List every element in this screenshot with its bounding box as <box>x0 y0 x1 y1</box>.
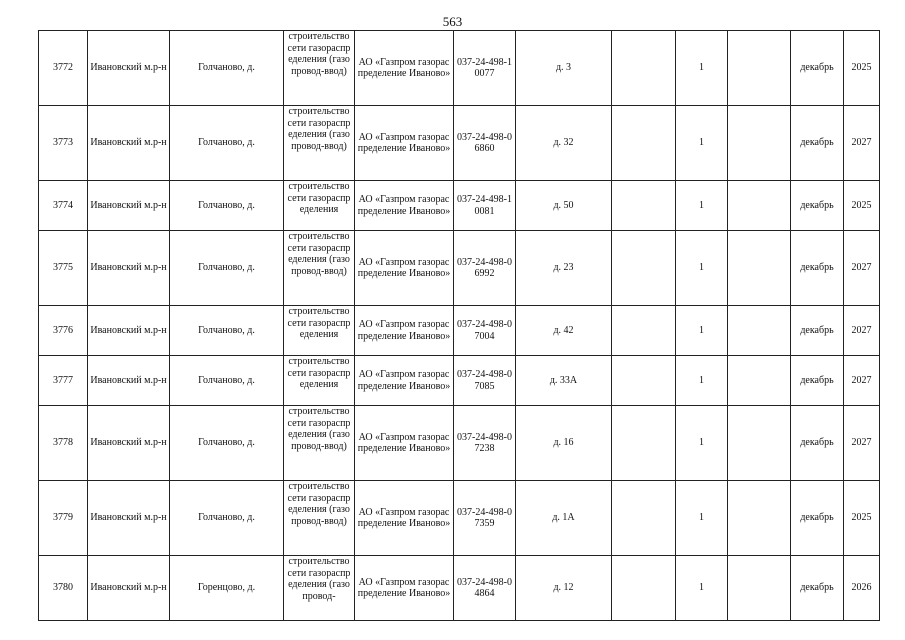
month-cell: декабрь <box>791 556 844 621</box>
year-cell: 2027 <box>844 231 880 306</box>
district-cell: Ивановский м.р-н <box>88 231 170 306</box>
year-cell: 2027 <box>844 306 880 356</box>
settlement-cell: Голчаново, д. <box>170 406 284 481</box>
extra-cell <box>612 306 676 356</box>
work-type-cell <box>284 306 355 356</box>
work-type-text: строительство сети газораспределения (газопровод-ввод) <box>287 481 351 527</box>
year-cell: 2027 <box>844 406 880 481</box>
settlement-cell: Голчаново, д. <box>170 181 284 231</box>
table-row <box>39 106 880 181</box>
year-cell: 2025 <box>844 481 880 556</box>
work-type-text: строительство сети газораспределения (газопровод-ввод) <box>287 231 351 277</box>
extra-cell <box>612 481 676 556</box>
cadastral-cell: 037-24-498-10077 <box>454 31 516 106</box>
settlement-cell: Голчаново, д. <box>170 356 284 406</box>
table-row <box>39 181 880 231</box>
year-cell: 2026 <box>844 556 880 621</box>
organization-cell: АО «Газпром газораспределение Иваново» <box>355 231 454 306</box>
extra-cell <box>612 31 676 106</box>
cadastral-cell: 037-24-498-06992 <box>454 231 516 306</box>
row-number-cell: 3776 <box>39 306 88 356</box>
table-row <box>39 231 880 306</box>
row-number-cell: 3780 <box>39 556 88 621</box>
blank-cell <box>728 556 791 621</box>
house-cell: д. 16 <box>516 406 612 481</box>
month-cell: декабрь <box>791 31 844 106</box>
organization-cell: АО «Газпром газораспределение Иваново» <box>355 481 454 556</box>
district-cell: Ивановский м.р-н <box>88 31 170 106</box>
count-cell: 1 <box>676 181 728 231</box>
blank-cell <box>728 481 791 556</box>
count-cell: 1 <box>676 31 728 106</box>
district-cell: Ивановский м.р-н <box>88 481 170 556</box>
cadastral-cell: 037-24-498-06860 <box>454 106 516 181</box>
district-cell: Ивановский м.р-н <box>88 181 170 231</box>
district-cell: Ивановский м.р-н <box>88 306 170 356</box>
table-row <box>39 481 880 556</box>
work-type-cell <box>284 106 355 181</box>
work-type-cell <box>284 406 355 481</box>
work-type-text: строительство сети газораспределения <box>287 181 351 215</box>
work-type-cell <box>284 231 355 306</box>
blank-cell <box>728 106 791 181</box>
cadastral-cell: 037-24-498-07085 <box>454 356 516 406</box>
month-cell: декабрь <box>791 231 844 306</box>
work-type-text: строительство сети газораспределения <box>287 356 351 390</box>
work-type-cell <box>284 31 355 106</box>
cadastral-cell: 037-24-498-10081 <box>454 181 516 231</box>
district-cell: Ивановский м.р-н <box>88 106 170 181</box>
blank-cell <box>728 181 791 231</box>
blank-cell <box>728 356 791 406</box>
count-cell: 1 <box>676 106 728 181</box>
row-number-cell: 3774 <box>39 181 88 231</box>
work-type-cell <box>284 356 355 406</box>
blank-cell <box>728 31 791 106</box>
cadastral-cell: 037-24-498-04864 <box>454 556 516 621</box>
row-number-cell: 3777 <box>39 356 88 406</box>
table-body <box>39 31 880 621</box>
settlement-cell: Горенцово, д. <box>170 556 284 621</box>
extra-cell <box>612 231 676 306</box>
organization-cell: АО «Газпром газораспределение Иваново» <box>355 181 454 231</box>
settlement-cell: Голчаново, д. <box>170 31 284 106</box>
count-cell: 1 <box>676 356 728 406</box>
settlement-cell: Голчаново, д. <box>170 481 284 556</box>
organization-cell: АО «Газпром газораспределение Иваново» <box>355 306 454 356</box>
table-row <box>39 31 880 106</box>
count-cell: 1 <box>676 481 728 556</box>
row-number-cell: 3775 <box>39 231 88 306</box>
row-number-cell: 3772 <box>39 31 88 106</box>
blank-cell <box>728 306 791 356</box>
extra-cell <box>612 356 676 406</box>
row-number-cell: 3773 <box>39 106 88 181</box>
month-cell: декабрь <box>791 406 844 481</box>
district-cell: Ивановский м.р-н <box>88 356 170 406</box>
organization-cell: АО «Газпром газораспределение Иваново» <box>355 556 454 621</box>
house-cell: д. 50 <box>516 181 612 231</box>
house-cell: д. 1А <box>516 481 612 556</box>
house-cell: д. 23 <box>516 231 612 306</box>
work-type-text: строительство сети газораспределения (газопровод- <box>287 556 351 602</box>
organization-cell: АО «Газпром газораспределение Иваново» <box>355 406 454 481</box>
cadastral-cell: 037-24-498-07238 <box>454 406 516 481</box>
organization-cell: АО «Газпром газораспределение Иваново» <box>355 31 454 106</box>
blank-cell <box>728 231 791 306</box>
settlement-cell: Голчаново, д. <box>170 231 284 306</box>
house-cell: д. 33А <box>516 356 612 406</box>
month-cell: декабрь <box>791 356 844 406</box>
cadastral-cell: 037-24-498-07359 <box>454 481 516 556</box>
count-cell: 1 <box>676 406 728 481</box>
district-cell: Ивановский м.р-н <box>88 556 170 621</box>
count-cell: 1 <box>676 556 728 621</box>
cadastral-cell: 037-24-498-07004 <box>454 306 516 356</box>
row-number-cell: 3778 <box>39 406 88 481</box>
table-row <box>39 306 880 356</box>
gas-network-table <box>38 30 880 621</box>
house-cell: д. 12 <box>516 556 612 621</box>
house-cell: д. 3 <box>516 31 612 106</box>
count-cell: 1 <box>676 306 728 356</box>
work-type-cell <box>284 556 355 621</box>
work-type-cell <box>284 181 355 231</box>
work-type-text: строительство сети газораспределения (газопровод-ввод) <box>287 31 351 77</box>
year-cell: 2027 <box>844 106 880 181</box>
count-cell: 1 <box>676 231 728 306</box>
row-number-cell: 3779 <box>39 481 88 556</box>
extra-cell <box>612 406 676 481</box>
year-cell: 2025 <box>844 181 880 231</box>
house-cell: д. 32 <box>516 106 612 181</box>
work-type-text: строительство сети газораспределения (газопровод-ввод) <box>287 406 351 452</box>
month-cell: декабрь <box>791 106 844 181</box>
month-cell: декабрь <box>791 181 844 231</box>
blank-cell <box>728 406 791 481</box>
settlement-cell: Голчаново, д. <box>170 306 284 356</box>
organization-cell: АО «Газпром газораспределение Иваново» <box>355 356 454 406</box>
month-cell: декабрь <box>791 481 844 556</box>
house-cell: д. 42 <box>516 306 612 356</box>
extra-cell <box>612 556 676 621</box>
table-row <box>39 406 880 481</box>
extra-cell <box>612 181 676 231</box>
extra-cell <box>612 106 676 181</box>
year-cell: 2025 <box>844 31 880 106</box>
table-row <box>39 356 880 406</box>
page-number: 563 <box>442 14 463 29</box>
settlement-cell: Голчаново, д. <box>170 106 284 181</box>
work-type-text: строительство сети газораспределения <box>287 306 351 340</box>
organization-cell: АО «Газпром газораспределение Иваново» <box>355 106 454 181</box>
work-type-text: строительство сети газораспределения (газопровод-ввод) <box>287 106 351 152</box>
district-cell: Ивановский м.р-н <box>88 406 170 481</box>
work-type-cell <box>284 481 355 556</box>
year-cell: 2027 <box>844 356 880 406</box>
table-row <box>39 556 880 621</box>
month-cell: декабрь <box>791 306 844 356</box>
